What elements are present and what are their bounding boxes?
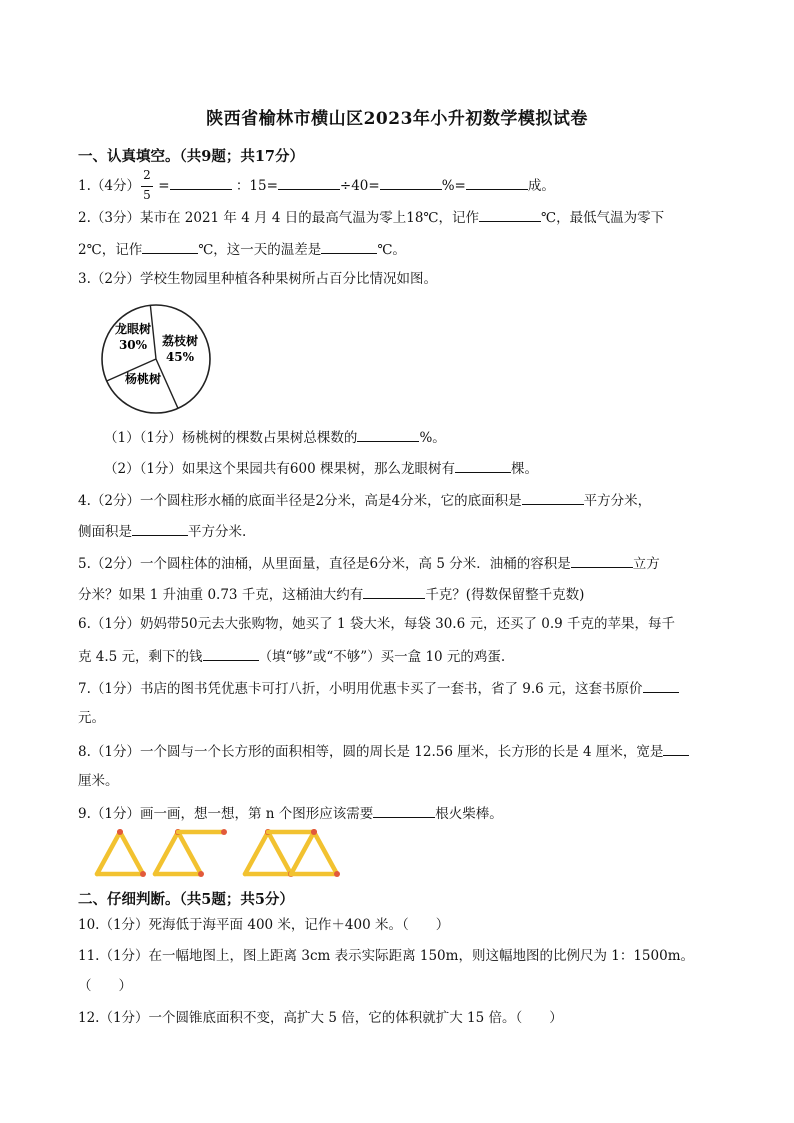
question-8-line1: 8.（1分）一个圆与一个长方形的面积相等，圆的周长是 12.56 厘米，长方形的长是 4 厘米，宽是 — [78, 741, 689, 761]
matchstick — [314, 832, 337, 874]
answer-blank[interactable] — [373, 803, 435, 818]
question-6-line2: 克 4.5 元，剩下的钱 （填“够”或“不够”）买一盒 10 元的鸡蛋. — [78, 646, 505, 666]
question-3-sub2: （2）（1分）如果这个果园共有600 棵果树，那么龙眼树有 棵。 — [104, 458, 538, 478]
answer-blank[interactable] — [643, 678, 679, 693]
answer-blank[interactable] — [466, 175, 528, 190]
matchstick-head — [198, 871, 204, 877]
question-11-line1: 11.（1分）在一幅地图上，图上距离 3cm 表示实际距离 150m，则这幅地图的比例尺为 1：1500m。 — [78, 948, 694, 964]
question-2-line2: 2℃，记作 ℃，这一天的温差是 ℃。 — [78, 239, 406, 259]
fruit-tree-pie-chart — [97, 303, 217, 415]
question-11-line2: （ ） — [78, 978, 132, 994]
answer-blank[interactable] — [571, 553, 633, 568]
question-12: 12.（1分）一个圆锥底面积不变，高扩大 5 倍，它的体积就扩大 15 倍。（ ） — [78, 1010, 563, 1026]
question-3-sub1: （1）（1分）杨桃树的棵数占果树总棵数的 %。 — [104, 427, 446, 447]
matchstick-head — [117, 829, 123, 835]
matchstick — [120, 832, 143, 874]
matchstick — [97, 832, 120, 874]
page-title: 陕西省榆林市横山区2023年小升初数学模拟试卷 — [206, 109, 588, 129]
section1-heading: 一、认真填空。（共9题；共17分） — [78, 148, 305, 165]
matchstick-figures — [93, 828, 353, 880]
question-1: 1.（4分） $\frac{2}{5}$ = ：15= ÷40= %= 成。 — [78, 167, 555, 202]
fraction-2-5: $\frac{2}{5}$ — [140, 178, 154, 196]
question-6-line1: 6.（1分）奶妈带50元去大张购物，她买了 1 袋大米，每袋 30.6 元，还买了 0.9 千克的苹果，每千 — [78, 616, 676, 632]
answer-blank[interactable] — [357, 427, 419, 442]
question-4-line2: 侧面积是 平方分米. — [78, 521, 246, 541]
section2-heading: 二、仔细判断。（共5题；共5分） — [78, 891, 294, 908]
matchstick-head — [334, 871, 340, 877]
answer-blank[interactable] — [363, 584, 425, 599]
matchstick — [155, 832, 178, 874]
question-3: 3.（2分）学校生物园里种植各种果树所占百分比情况如图。 — [78, 271, 437, 287]
answer-blank[interactable] — [170, 175, 232, 190]
answer-blank[interactable] — [203, 646, 259, 661]
answer-blank[interactable] — [278, 175, 340, 190]
question-7-line2: 元。 — [78, 710, 105, 726]
answer-blank[interactable] — [380, 175, 442, 190]
pie-slice-label: 龙眼树 — [114, 322, 152, 336]
question-10: 10.（1分）死海低于海平面 400 米，记作＋400 米。（ ） — [78, 917, 450, 933]
answer-blank[interactable] — [321, 239, 377, 254]
matchstick — [268, 832, 291, 874]
matchstick-head — [221, 829, 227, 835]
matchstick — [291, 832, 314, 874]
answer-blank[interactable] — [142, 239, 198, 254]
answer-blank[interactable] — [522, 490, 584, 505]
question-4-line1: 4.（2分）一个圆柱形水桶的底面半径是2分米，高是4分米，它的底面积是 平方分米， — [78, 490, 651, 510]
question-2-line1: 2.（3分）某市在 2021 年 4 月 4 日的最高气温为零上18℃，记作 ℃，最低气温为零下 — [78, 207, 664, 227]
matchstick-head — [311, 829, 317, 835]
question-5-line2: 分米？如果 1 升油重 0.73 千克，这桶油大约有 千克？(得数保留整千克数) — [78, 584, 584, 604]
pie-slice-value: 30% — [118, 338, 148, 352]
answer-blank[interactable] — [132, 521, 188, 536]
matchstick — [178, 832, 201, 874]
pie-slice-label: 荔枝树 — [161, 334, 199, 348]
answer-blank[interactable] — [479, 207, 541, 222]
matchstick-head — [140, 871, 146, 877]
matchstick — [245, 832, 268, 874]
pie-slice-label: 杨桃树 — [124, 372, 162, 386]
question-8-line2: 厘米。 — [78, 773, 119, 789]
question-5-line1: 5.（2分）一个圆柱体的油桶，从里面量，直径是6分米，高 5 分米．油桶的容积是 立方 — [78, 553, 660, 573]
answer-blank[interactable] — [663, 741, 689, 756]
answer-blank[interactable] — [455, 458, 511, 473]
pie-slice-value: 45% — [165, 350, 195, 364]
question-9: 9.（1分）画一画，想一想，第 n 个图形应该需要 根火柴棒。 — [78, 803, 503, 823]
question-7-line1: 7.（1分）书店的图书凭优惠卡可打八折，小明用优惠卡买了一套书，省了 9.6 元，这套书原价 — [78, 678, 679, 698]
